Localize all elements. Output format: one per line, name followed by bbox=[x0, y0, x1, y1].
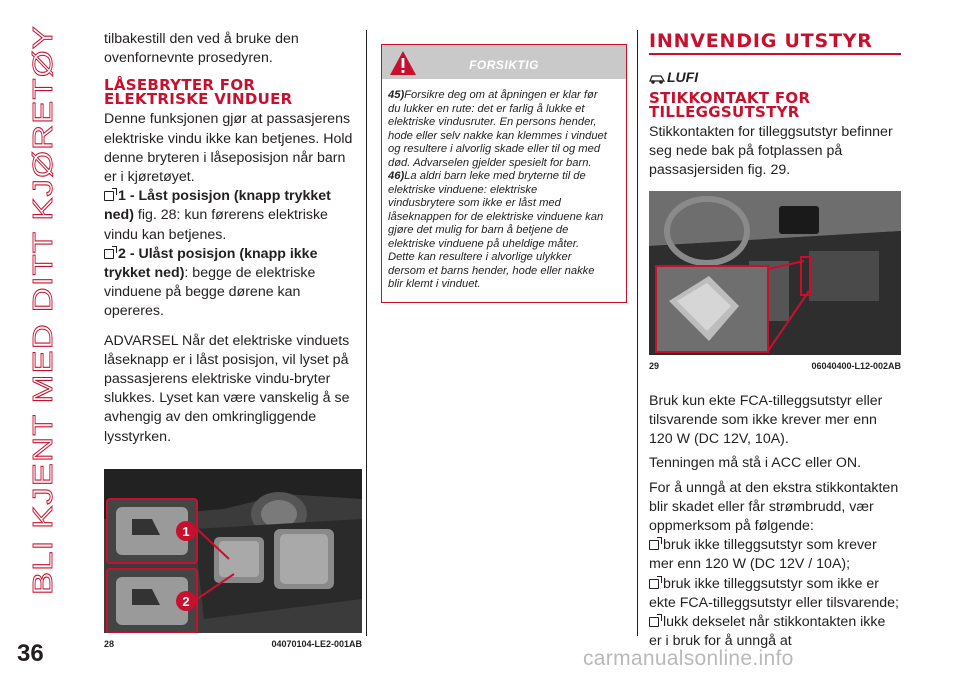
note-46 bbox=[388, 170, 620, 184]
list-item-locked-cont bbox=[104, 206, 362, 225]
note-line: hode eller selv nakke kan klemmes i vinduet bbox=[388, 129, 607, 142]
figure-number: 29 bbox=[649, 360, 660, 371]
bullet-icon bbox=[104, 249, 114, 259]
column-divider-1 bbox=[366, 30, 367, 636]
note-line: du lukker en rute: det er farlig å lukke et bbox=[388, 102, 585, 115]
para-line: blir skadet eller får strømbrudd, vær bbox=[649, 498, 874, 515]
bullet-text: bruk ikke tilleggsutstyr som krever bbox=[663, 537, 877, 554]
para-line: denne bryteren i låseposisjon når barn bbox=[104, 149, 346, 166]
note-45 bbox=[388, 89, 620, 103]
heading-line-1: STIKKONTAKT FOR bbox=[649, 89, 811, 107]
para-line: passasjersiden fig. 29. bbox=[649, 162, 791, 179]
bullet-text: ekte FCA-tilleggsutstyr eller tilsvarende; bbox=[649, 594, 899, 611]
note-line: Forsikre deg om at åpningen er klar før bbox=[404, 89, 598, 101]
heading-line-2: TILLEGGSUTSTYR bbox=[649, 103, 800, 121]
para-line: tilsvarende som ikke krever mer enn bbox=[649, 412, 877, 429]
item-text: opereres. bbox=[104, 303, 164, 320]
para-line: oppmerksom på følgende: bbox=[649, 518, 814, 535]
note-number: 46) bbox=[388, 170, 405, 182]
note-line: låseknappen for de elektriske vinduene kan bbox=[388, 210, 604, 223]
bullet-text: bruk ikke tilleggsutstyr som ikke er bbox=[663, 575, 880, 592]
sidebar-chapter-title bbox=[8, 20, 68, 600]
list-item-unlocked bbox=[104, 245, 362, 264]
column-divider-2 bbox=[637, 30, 638, 636]
note-number: 45) bbox=[388, 89, 405, 101]
note-line: og resultere i alvorlig skade eller til og med bbox=[388, 143, 601, 155]
warning-body bbox=[382, 79, 626, 302]
item-bold: ned) bbox=[104, 207, 134, 224]
note-line: elektriske vinduene på uheldige måter. bbox=[388, 237, 580, 250]
heading-line-1: LÅSEBRYTER FOR bbox=[104, 76, 256, 95]
bullet-icon bbox=[649, 579, 659, 589]
sidebar-chapter-text: BLI KJENT MED DITT KJØRETØY bbox=[27, 131, 58, 595]
section-title: INNVENDIG UTSTYR bbox=[649, 30, 901, 55]
para-line: seg nede bak på fotplassen på bbox=[649, 143, 843, 160]
para-line: Bruk kun ekte FCA-tilleggsutstyr eller bbox=[649, 392, 883, 409]
para-line: Stikkontakten for tilleggsutstyr befinner bbox=[649, 124, 893, 140]
intro-line-2: ovenfornevnte prosedyren. bbox=[104, 50, 273, 67]
para-line: Tenningen må stå i ACC eller ON. bbox=[649, 455, 862, 472]
watermark: carmanualsonline.info bbox=[583, 647, 794, 670]
heading-line-2: ELEKTRISKE VINDUER bbox=[104, 90, 293, 109]
figure-number: 28 bbox=[104, 638, 115, 649]
para-line: 120 W (DC 12V, 10A). bbox=[649, 431, 789, 448]
item-bold: trykket ned) bbox=[104, 265, 185, 282]
figure-29-accessory-socket bbox=[649, 191, 901, 355]
list-item-unlocked-cont bbox=[104, 264, 362, 283]
note-line: død. Advarselen gjelder spesielt for barn. bbox=[388, 156, 592, 169]
bullet-text: lukk dekselet når stikkontakten ikke bbox=[663, 614, 886, 631]
note-line: blir klemt i vinduet. bbox=[388, 278, 481, 290]
section-heading-accessory-socket bbox=[649, 91, 901, 119]
note-line: dersom et barns hender, hode eller nakke bbox=[388, 264, 595, 277]
bullet-item bbox=[649, 575, 901, 594]
para-line: ADVARSEL Når det elektriske vinduets bbox=[104, 332, 350, 349]
callout-2: 2 bbox=[182, 593, 190, 609]
item-text: fig. 28: kun førerens elektriske bbox=[133, 207, 328, 224]
note-line: elektriske vindusruter. En persons hender, bbox=[388, 116, 597, 128]
item-bold: 1 - Låst posisjon (knapp trykket bbox=[118, 188, 331, 205]
bullet-item bbox=[649, 536, 901, 555]
item-text: vindu kan betjenes. bbox=[104, 226, 227, 243]
figure-28-caption bbox=[104, 635, 362, 654]
section-heading-window-lock bbox=[104, 76, 362, 109]
column-1 bbox=[104, 30, 362, 654]
para-line: avhengig av den omkringliggende bbox=[104, 409, 317, 426]
logo-text: LUFI bbox=[667, 69, 699, 85]
note-line: La aldri barn leke med bryterne til de bbox=[404, 170, 586, 182]
figure-code: 06040400-L12-002AB bbox=[811, 360, 901, 371]
list-item-locked bbox=[104, 187, 362, 206]
page-number: 36 bbox=[17, 640, 44, 667]
para-line: passasjerens elektriske vindu-bryter bbox=[104, 371, 331, 388]
para-line: er i kjøretøyet. bbox=[104, 169, 195, 186]
warning-title: FORSIKTIG bbox=[469, 58, 539, 72]
para-line: lysstyrken. bbox=[104, 428, 172, 445]
note-line: vindusbrytere som ikke er låst med bbox=[388, 197, 561, 209]
para-line: slukkes. Lyset kan være vanskelig å se bbox=[104, 390, 350, 407]
note-line: gjøre det mulig for barn å betjene de bbox=[388, 224, 569, 236]
lufi-logo bbox=[649, 63, 901, 85]
item-text: : begge de elektriske bbox=[184, 265, 316, 282]
para-line: Denne funksjonen gjør at passasjerens bbox=[104, 111, 351, 128]
note-line: Dette kan resultere i alvorlige ulykker bbox=[388, 251, 572, 263]
bullet-text: er i bruk for å unngå at bbox=[649, 633, 792, 650]
figure-29-caption bbox=[649, 357, 901, 376]
item-bold: 2 - Ulåst posisjon (knapp ikke bbox=[118, 245, 318, 262]
column-2 bbox=[381, 44, 627, 303]
callout-1: 1 bbox=[182, 523, 190, 539]
para-line: elektriske vindu ikke kan betjenes. Hold bbox=[104, 130, 353, 147]
bullet-icon bbox=[649, 617, 659, 627]
figure-28-window-switches bbox=[104, 469, 362, 633]
bullet-icon bbox=[649, 540, 659, 550]
note-line: elektriske vinduene: elektriske bbox=[388, 183, 538, 196]
figure-code: 04070104-LE2-001AB bbox=[271, 638, 362, 649]
item-text: vinduene på begge dørene kan bbox=[104, 284, 301, 301]
bullet-text: mer enn 120 W (DC 12V / 10A); bbox=[649, 556, 851, 573]
column-3 bbox=[649, 30, 901, 651]
para-line: For å unngå at den ekstra stikkontakten bbox=[649, 479, 899, 496]
warning-header bbox=[382, 45, 626, 79]
bullet-item bbox=[649, 613, 901, 632]
intro-line-1: tilbakestill den ved å bruke den bbox=[104, 31, 299, 47]
bullet-icon bbox=[104, 191, 114, 201]
car-icon bbox=[649, 71, 665, 85]
para-line: låseknapp er i låst posisjon, vil lyset på bbox=[104, 351, 349, 368]
warning-box bbox=[381, 44, 627, 303]
